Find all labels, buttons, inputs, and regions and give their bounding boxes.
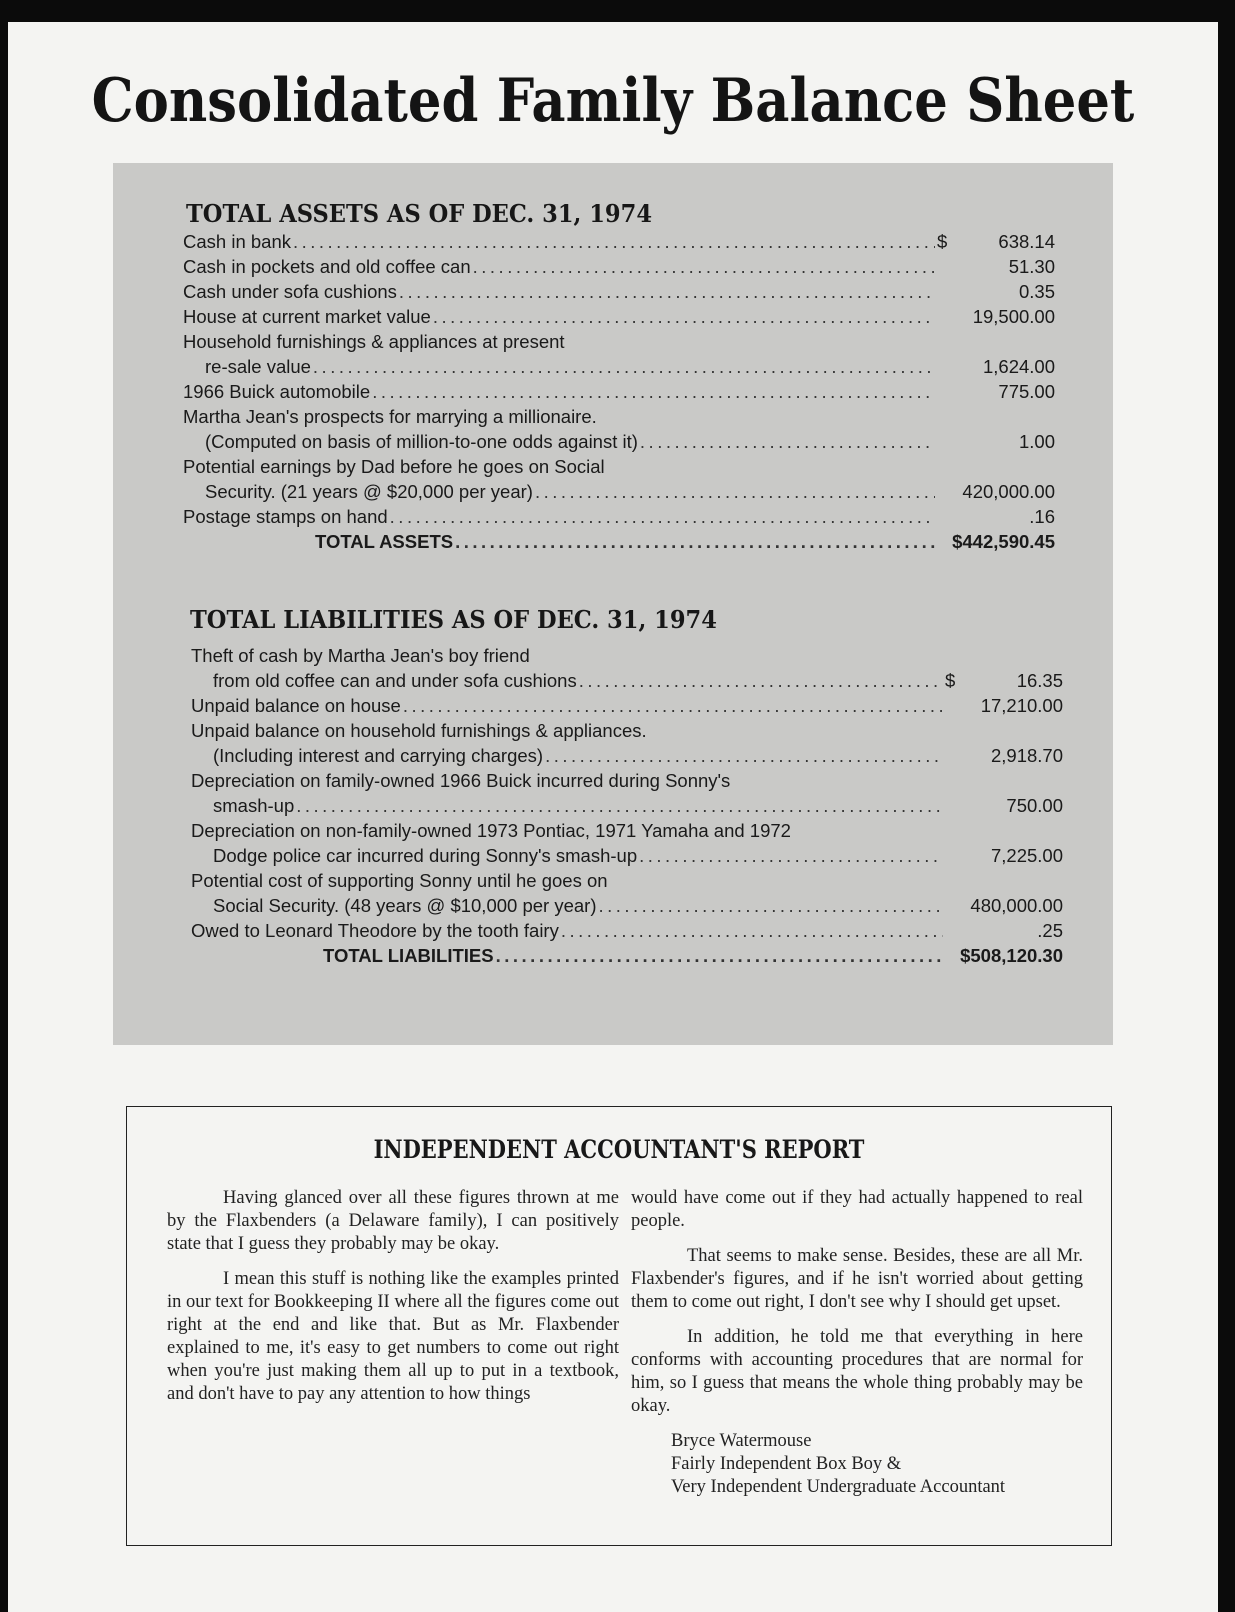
liability-line-item <box>191 818 1063 843</box>
asset-line-item <box>183 379 1055 404</box>
report-paragraph: In addition, he told me that everything in here conforms with accounting procedures that are normal for him, so I guess that means the whole thing probably may be okay. <box>631 1327 1083 1416</box>
liability-item-label: Unpaid balance on household furnishings & appliances. <box>191 720 647 741</box>
liability-item-amount: 750.00 <box>1006 795 1063 816</box>
dot-leader <box>403 693 943 718</box>
liability-line-item <box>191 868 1063 893</box>
dot-leader <box>433 304 935 329</box>
liability-total-row <box>191 943 1063 968</box>
report-right-column <box>631 1187 1083 1499</box>
liability-item-amount: .25 <box>1037 920 1063 941</box>
dot-leader <box>545 743 943 768</box>
liability-line-item <box>191 768 1063 793</box>
asset-line-item <box>183 404 1055 429</box>
asset-item-amount: 420,000.00 <box>962 481 1055 502</box>
liability-item-label: smash-up <box>213 795 295 816</box>
liability-item-amount: 7,225.00 <box>990 845 1063 866</box>
dot-leader <box>640 429 935 454</box>
liability-line-item <box>191 843 1063 868</box>
liability-item-label: (Including interest and carrying charges) <box>213 745 544 766</box>
report-left-column <box>167 1187 619 1418</box>
dot-leader <box>639 843 943 868</box>
asset-item-label: Household furnishings & appliances at present <box>183 331 565 352</box>
liability-line-item <box>191 793 1063 818</box>
liability-line-item <box>191 668 1063 693</box>
asset-item-label: 1966 Buick automobile <box>183 381 371 402</box>
signature-name: Bryce Watermouse <box>671 1431 812 1451</box>
liability-item-amount: 17,210.00 <box>980 695 1063 716</box>
signature-block <box>671 1430 1083 1499</box>
asset-total-label: TOTAL ASSETS <box>315 531 454 552</box>
liability-item-label: from old coffee can and under sofa cushions <box>213 670 577 691</box>
report-title: INDEPENDENT ACCOUNTANT'S REPORT <box>373 1135 865 1164</box>
asset-item-label: Potential earnings by Dad before he goes on Social <box>183 456 605 477</box>
liability-line-item <box>191 643 1063 668</box>
asset-item-label: re-sale value <box>205 356 311 377</box>
asset-item-label: Cash in bank <box>183 231 291 252</box>
report-paragraph: Having glanced over all these figures thrown at me by the Flaxbenders (a Delaware family), I can positively state that I guess they probably may be okay. <box>167 1188 619 1254</box>
liability-line-item <box>191 693 1063 718</box>
liability-line-item <box>191 743 1063 768</box>
asset-item-amount: 1,624.00 <box>982 356 1055 377</box>
dot-leader <box>293 229 935 254</box>
asset-line-item <box>183 329 1055 354</box>
asset-line-item <box>183 479 1055 504</box>
dot-leader <box>535 479 935 504</box>
dot-leader <box>561 918 943 943</box>
asset-item-label: (Computed on basis of million-to-one odds against it) <box>205 431 638 452</box>
dot-leader <box>473 254 935 279</box>
liability-item-amount: 480,000.00 <box>970 895 1063 916</box>
liability-total-amount: $508,120.30 <box>960 945 1063 966</box>
liability-item-amount: 16.35 <box>1016 670 1063 691</box>
dot-leader <box>496 943 943 968</box>
asset-line-item <box>183 454 1055 479</box>
asset-line-item <box>183 504 1055 529</box>
liability-line-item <box>191 918 1063 943</box>
asset-total-amount: $442,590.45 <box>952 531 1055 552</box>
liability-item-label: Depreciation on family-owned 1966 Buick incurred during Sonny's <box>191 770 731 791</box>
report-paragraph: That seems to make sense. Besides, these are all Mr. Flaxbender's figures, and if he isn't worried about getting them to come out right, I don't see why I should get upset. <box>631 1246 1083 1312</box>
asset-line-item <box>183 354 1055 379</box>
dot-leader <box>313 354 935 379</box>
asset-line-item <box>183 304 1055 329</box>
balance-sheet-panel <box>113 163 1113 1045</box>
liability-item-amount: 2,918.70 <box>990 745 1063 766</box>
liability-line-item <box>191 893 1063 918</box>
liability-item-label: Depreciation on non-family-owned 1973 Pontiac, 1971 Yamaha and 1972 <box>191 820 791 841</box>
liabilities-heading: TOTAL LIABILITIES AS OF DEC. 31, 1974 <box>190 605 717 634</box>
liability-item-label: Potential cost of supporting Sonny until he goes on <box>191 870 608 891</box>
liability-item-label: Social Security. (48 years @ $10,000 per year) <box>213 895 597 916</box>
dot-leader <box>455 529 935 554</box>
assets-table <box>183 229 1055 554</box>
asset-item-label: Postage stamps on hand <box>183 506 388 527</box>
asset-item-label: Security. (21 years @ $20,000 per year) <box>205 481 533 502</box>
asset-item-label: Martha Jean's prospects for marrying a millionaire. <box>183 406 597 427</box>
asset-total-row <box>183 529 1055 554</box>
asset-line-item <box>183 229 1055 254</box>
dot-leader <box>296 793 943 818</box>
liabilities-table <box>191 643 1063 968</box>
accountant-report <box>126 1106 1112 1546</box>
asset-item-amount: 0.35 <box>1018 281 1055 302</box>
asset-item-amount: .16 <box>1029 506 1055 527</box>
page <box>8 22 1218 1612</box>
asset-currency-sign: $ <box>937 231 948 252</box>
liability-total-label: TOTAL LIABILITIES <box>323 945 494 966</box>
asset-item-amount: 1.00 <box>1018 431 1055 452</box>
dot-leader <box>598 893 943 918</box>
asset-item-label: Cash in pockets and old coffee can <box>183 256 471 277</box>
asset-item-label: House at current market value <box>183 306 431 327</box>
asset-item-amount: 51.30 <box>1008 256 1055 277</box>
asset-item-amount: 775.00 <box>998 381 1055 402</box>
report-paragraph: I mean this stuff is nothing like the examples printed in our text for Bookkeeping II where all the figures come out right at the end and like that. But as Mr. Flaxbender explained to me, it's easy to get numbers to come out right when you're just making them all up to put in a textbook, and don't have to pay any attention to how things <box>167 1269 619 1404</box>
liability-item-label: Unpaid balance on house <box>191 695 401 716</box>
dot-leader <box>579 668 943 693</box>
asset-line-item <box>183 279 1055 304</box>
signature-title-2: Very Independent Undergraduate Accountant <box>671 1477 1006 1497</box>
dot-leader <box>372 379 935 404</box>
asset-item-label: Cash under sofa cushions <box>183 281 397 302</box>
page-title: Consolidated Family Balance Sheet <box>91 66 1135 136</box>
liability-line-item <box>191 718 1063 743</box>
signature-title-1: Fairly Independent Box Boy & <box>671 1454 902 1474</box>
liability-item-label: Owed to Leonard Theodore by the tooth fairy <box>191 920 559 941</box>
asset-item-amount: 19,500.00 <box>972 306 1055 327</box>
liability-item-label: Theft of cash by Martha Jean's boy friend <box>191 645 530 666</box>
dot-leader <box>390 504 935 529</box>
asset-line-item <box>183 429 1055 454</box>
assets-heading: TOTAL ASSETS AS OF DEC. 31, 1974 <box>186 199 653 228</box>
report-paragraph-continuation: would have come out if they had actually happened to real people. <box>631 1188 1083 1231</box>
asset-line-item <box>183 254 1055 279</box>
dot-leader <box>399 279 935 304</box>
asset-item-amount: 638.14 <box>998 231 1055 252</box>
liability-currency-sign: $ <box>945 670 956 691</box>
liability-item-label: Dodge police car incurred during Sonny's smash-up <box>213 845 638 866</box>
